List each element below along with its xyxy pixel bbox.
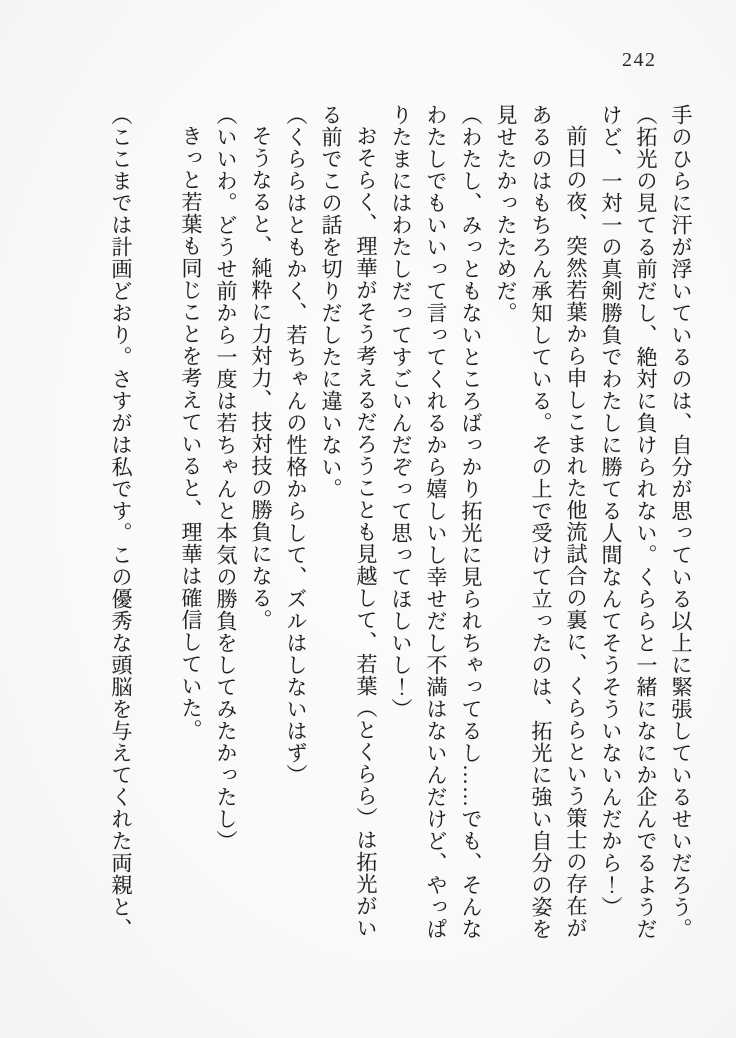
paragraph-10: （ここまでは計画どおり。さすがは私です。この優秀な頭脳を与えてくれた両親と、: [109, 104, 133, 940]
paragraph-7: そうなると、純粋に力対力、技対技の勝負になる。: [249, 125, 273, 631]
paragraph-4: （わたし、みっともないところばっかり拓光に見られちゃってるし……でも、そんなわたしでもいいって言ってくれるから嬉しいし幸せだし不満はないんだけど、やっぱりたまにはわたしだってすごいんだぞって思ってほしいし！）: [389, 104, 483, 940]
paragraph-9: きっと若葉も同じことを考えていると、理華は確信していた。: [179, 125, 203, 741]
paragraph-5: おそらく、理華がそう考えるだろうことも見越して、若葉（とくらら）は拓光がいる前でこの話を切りだしたに違いない。: [319, 104, 378, 939]
page-number: 242: [622, 49, 657, 71]
paragraph-3: 前日の夜、突然若葉から申しこまれた他流試合の裏に、くららという策士の存在があるのはもちろん承知している。その上で受けて立ったのは、拓光に強い自分の姿を見せたかったためだ。: [494, 104, 588, 940]
paragraph-2: （拓光の見てる前だし、絶対に負けられない。くららと一緒になにか企んでるようだけど、一対一の真剣勝負でわたしに勝てる人間なんてそうそういないんだから！）: [599, 104, 658, 940]
paragraph-8: （いいわ。どうせ前から一度は若ちゃんと本気の勝負をしてみたかったし）: [214, 104, 238, 852]
paragraph-1: 手のひらに汗が浮いているのは、自分が思っている以上に緊張しているせいだろう。: [669, 104, 693, 940]
paragraph-6: （くららはともかく、若ちゃんの性格からして、ズルはしないはず）: [284, 104, 308, 786]
text-block: [102, 104, 698, 944]
